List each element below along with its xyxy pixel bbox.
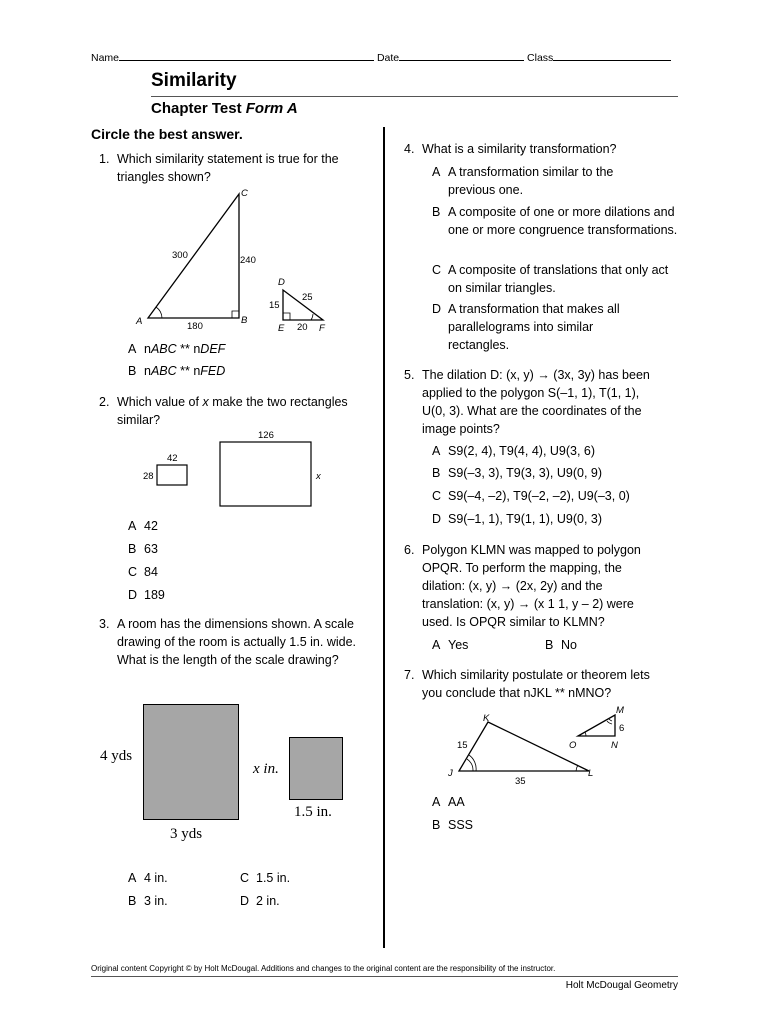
question-text: Which similarity statement is true for the triangles shown? <box>117 152 339 184</box>
q4-option-c[interactable]: C A composite of translations that only act on similar triangles. <box>432 263 669 295</box>
page-title: Similarity <box>151 70 237 91</box>
question-number: 2. <box>99 395 110 409</box>
vertex-d: D <box>278 277 285 288</box>
side-de-length: 15 <box>269 300 280 311</box>
question-text: Polygon KLMN was mapped to polygon OPQR. To perform the mapping, the dilation: (x, y) → (2x, 2y) and the translation: (x, y) → (x 1 1, y – 2) were used. Is OPQR similar to KLMN? <box>422 543 641 629</box>
vertex-b: B <box>241 315 248 326</box>
side-mn-length: 6 <box>619 723 625 734</box>
q7-option-a[interactable]: A AA <box>432 795 465 809</box>
q4-option-a[interactable]: A A transformation similar to the previous one. <box>432 165 614 197</box>
date-line[interactable] <box>399 50 524 61</box>
q2-option-b[interactable]: B 63 <box>128 542 158 556</box>
triangle-abc <box>148 194 239 318</box>
question-number: 7. <box>404 668 415 682</box>
room-height-label: 4 yds <box>100 748 133 764</box>
q1-option-b[interactable]: B nABC ** nFED <box>128 364 226 378</box>
question-text: Which value of x make the two rectangles similar? <box>117 395 348 427</box>
vertex-l: L <box>588 768 594 779</box>
angle-arc-a <box>156 307 162 318</box>
vertex-o: O <box>569 740 577 751</box>
question-2 <box>99 393 374 433</box>
q4-option-d[interactable]: D A transformation that makes all parallelograms into similar rectangles. <box>432 302 620 352</box>
large-rect-height: x <box>316 471 321 482</box>
side-ef-length: 20 <box>297 322 308 332</box>
small-rect-width: 42 <box>167 453 178 464</box>
name-label: Name <box>91 52 120 64</box>
subtitle-form: Form A <box>245 100 298 117</box>
small-rect-height: 28 <box>143 471 154 482</box>
page-subtitle <box>151 100 298 117</box>
side-ab-length: 180 <box>187 321 203 332</box>
question-7 <box>404 666 684 704</box>
vertex-n: N <box>611 740 618 751</box>
q2-rectangles-figure <box>140 428 340 513</box>
side-bc-length: 240 <box>240 255 256 266</box>
question-number: 4. <box>404 142 415 156</box>
vertex-j: J <box>448 768 453 779</box>
right-angle-b <box>232 311 239 318</box>
q5-option-b[interactable]: B S9(–3, 3), T9(3, 3), U9(0, 9) <box>432 466 602 480</box>
question-4 <box>404 140 684 160</box>
title-divider <box>151 96 678 97</box>
q5-option-d[interactable]: D S9(–1, 1), T9(1, 1), U9(0, 3) <box>432 512 602 526</box>
column-divider <box>383 127 385 948</box>
book-title: Holt McDougal Geometry <box>565 980 678 991</box>
q5-option-a[interactable]: A S9(2, 4), T9(4, 4), U9(3, 6) <box>432 444 596 458</box>
question-number: 5. <box>404 368 415 382</box>
angle-arc-m-2 <box>607 721 612 724</box>
q2-option-c[interactable]: C 84 <box>128 565 158 579</box>
q5-option-c[interactable]: C S9(–4, –2), T9(–2, –2), U9(–3, 0) <box>432 489 630 503</box>
triangle-mno <box>578 715 615 736</box>
right-angle-e <box>283 313 290 320</box>
drawing-rectangle <box>289 737 343 800</box>
q3-option-d[interactable]: D 2 in. <box>240 894 280 908</box>
question-number: 6. <box>404 543 415 557</box>
q2-option-d[interactable]: D 189 <box>128 588 165 602</box>
question-5 <box>404 366 684 440</box>
copyright-notice: Original content Copyright © by Holt McDougal. Additions and changes to the original content are the responsibility of the instructor. <box>91 964 556 973</box>
q3-option-a[interactable]: A 4 in. <box>128 871 168 885</box>
small-rectangle <box>157 465 187 485</box>
q2-option-a[interactable]: A 42 <box>128 519 158 533</box>
footer-divider <box>91 976 678 977</box>
vertex-k: K <box>483 713 490 724</box>
side-jk-length: 15 <box>457 740 468 751</box>
vertex-f: F <box>319 323 325 332</box>
large-rectangle <box>220 442 311 506</box>
q6-option-b[interactable]: B No <box>545 638 577 652</box>
question-number: 1. <box>99 152 110 166</box>
q6-option-a[interactable]: A Yes <box>432 638 469 652</box>
q3-option-b[interactable]: B 3 in. <box>128 894 168 908</box>
side-ac-length: 300 <box>172 250 188 261</box>
q1-option-a[interactable]: A nABC ** nDEF <box>128 342 226 356</box>
vertex-c: C <box>241 188 248 199</box>
side-df-length: 25 <box>302 292 313 303</box>
name-line[interactable] <box>119 50 374 61</box>
q4-option-b[interactable]: B A composite of one or more dilations and one or more congruence transformations. <box>432 205 678 237</box>
vertex-e: E <box>278 323 285 332</box>
drawing-height-label: x in. <box>253 761 279 777</box>
question-number: 3. <box>99 617 110 631</box>
question-3 <box>99 615 374 690</box>
large-rect-width: 126 <box>258 430 274 441</box>
drawing-width-label: 1.5 in. <box>294 804 332 820</box>
angle-arc-f <box>311 314 313 320</box>
question-text: A room has the dimensions shown. A scale drawing of the room is actually 1.5 in. wide. What is the length of the scale drawing? <box>117 617 357 667</box>
subtitle-main: Chapter Test <box>151 100 246 117</box>
question-text: Which similarity postulate or theorem lets you conclude that nJKL ** nMNO? <box>422 668 650 700</box>
angle-arc-m-1 <box>609 719 612 721</box>
vertex-a: A <box>136 316 143 327</box>
question-1 <box>99 150 369 190</box>
side-jl-length: 35 <box>515 776 526 787</box>
class-line[interactable] <box>553 50 671 61</box>
class-label: Class <box>527 52 554 64</box>
question-6 <box>404 541 684 633</box>
q7-triangles-figure <box>445 703 630 787</box>
vertex-m: M <box>616 705 624 716</box>
q7-option-b[interactable]: B SSS <box>432 818 474 832</box>
instructions: Circle the best answer. <box>91 126 243 142</box>
q3-option-c[interactable]: C 1.5 in. <box>240 871 291 885</box>
room-width-label: 3 yds <box>170 826 203 842</box>
name-field-row <box>91 50 671 64</box>
question-text: What is a similarity transformation? <box>422 142 617 156</box>
room-rectangle <box>143 704 239 820</box>
angle-arc-j-1 <box>467 759 473 771</box>
date-label: Date <box>376 52 400 64</box>
q1-triangles-figure <box>130 186 340 332</box>
question-text: The dilation D: (x, y) → (3x, 3y) has been applied to the polygon S(–1, 1), T(1, 1), U(0, 3). What are the coordinates of the image points? <box>422 368 650 436</box>
